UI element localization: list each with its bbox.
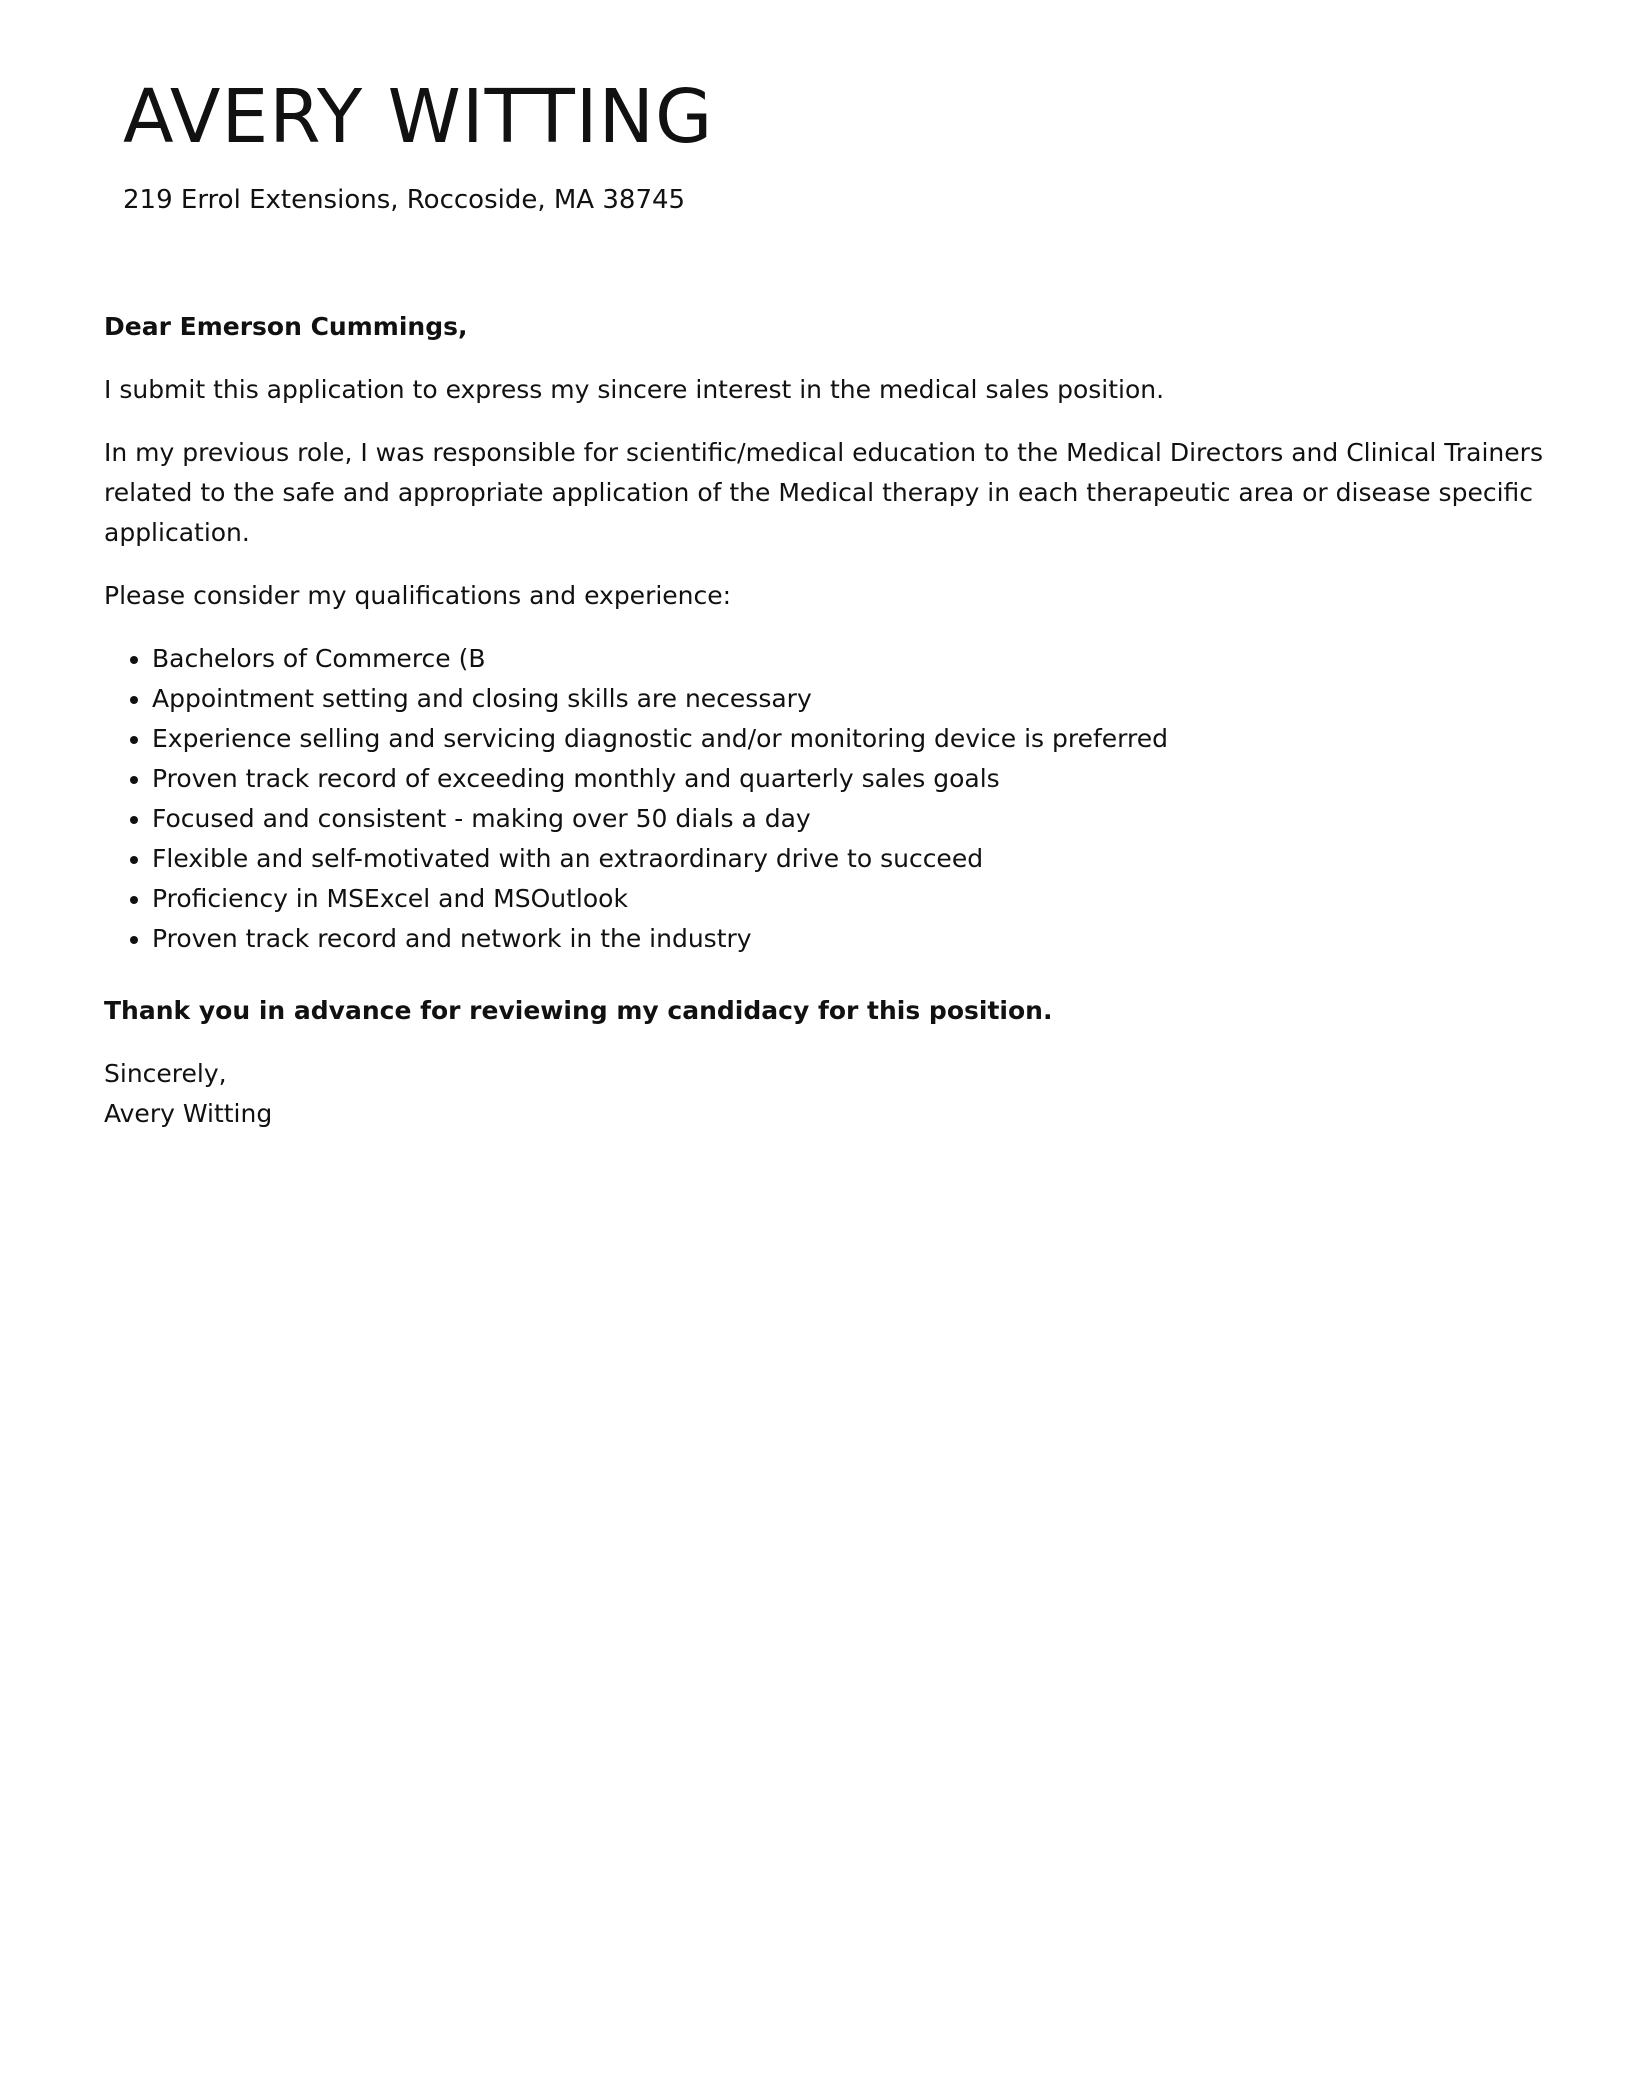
thanks-paragraph: Thank you in advance for reviewing my candidacy for this position. xyxy=(104,996,1053,1025)
list-item: • Proficiency in MSExcel and MSOutlook xyxy=(152,879,1544,919)
closing: Sincerely, xyxy=(104,1059,227,1088)
list-item: • Proven track record and network in the industry xyxy=(152,919,1544,959)
signature: Avery Witting xyxy=(104,1099,273,1128)
applicant-address: 219 Errol Extensions, Roccoside, MA 38745 xyxy=(123,185,686,215)
qualifications-list xyxy=(104,639,1544,959)
intro-paragraph: I submit this application to express my sincere interest in the medical sales position. xyxy=(104,375,1165,404)
list-item: • Focused and consistent - making over 50 dials a day xyxy=(152,799,1544,839)
qualifications-intro: Please consider my qualifications and experience: xyxy=(104,581,732,610)
letter-header xyxy=(123,72,1423,218)
list-item: • Experience selling and servicing diagnostic and/or monitoring device is preferred xyxy=(152,719,1544,759)
greeting: Dear Emerson Cummings, xyxy=(104,312,468,341)
letter-body xyxy=(104,307,1544,1134)
list-item: • Proven track record of exceeding monthly and quarterly sales goals xyxy=(152,759,1544,799)
applicant-name: AVERY WITTING xyxy=(123,74,714,160)
experience-paragraph: In my previous role, I was responsible for scientific/medical education to the Medical Directors and Clinical Trainers related to the safe and appropriate application of the Medical therapy in each therapeutic area or disease specific application. xyxy=(104,438,1543,547)
list-item: • Bachelors of Commerce (B xyxy=(152,639,1544,679)
list-item: • Appointment setting and closing skills are necessary xyxy=(152,679,1544,719)
list-item: • Flexible and self-motivated with an extraordinary drive to succeed xyxy=(152,839,1544,879)
